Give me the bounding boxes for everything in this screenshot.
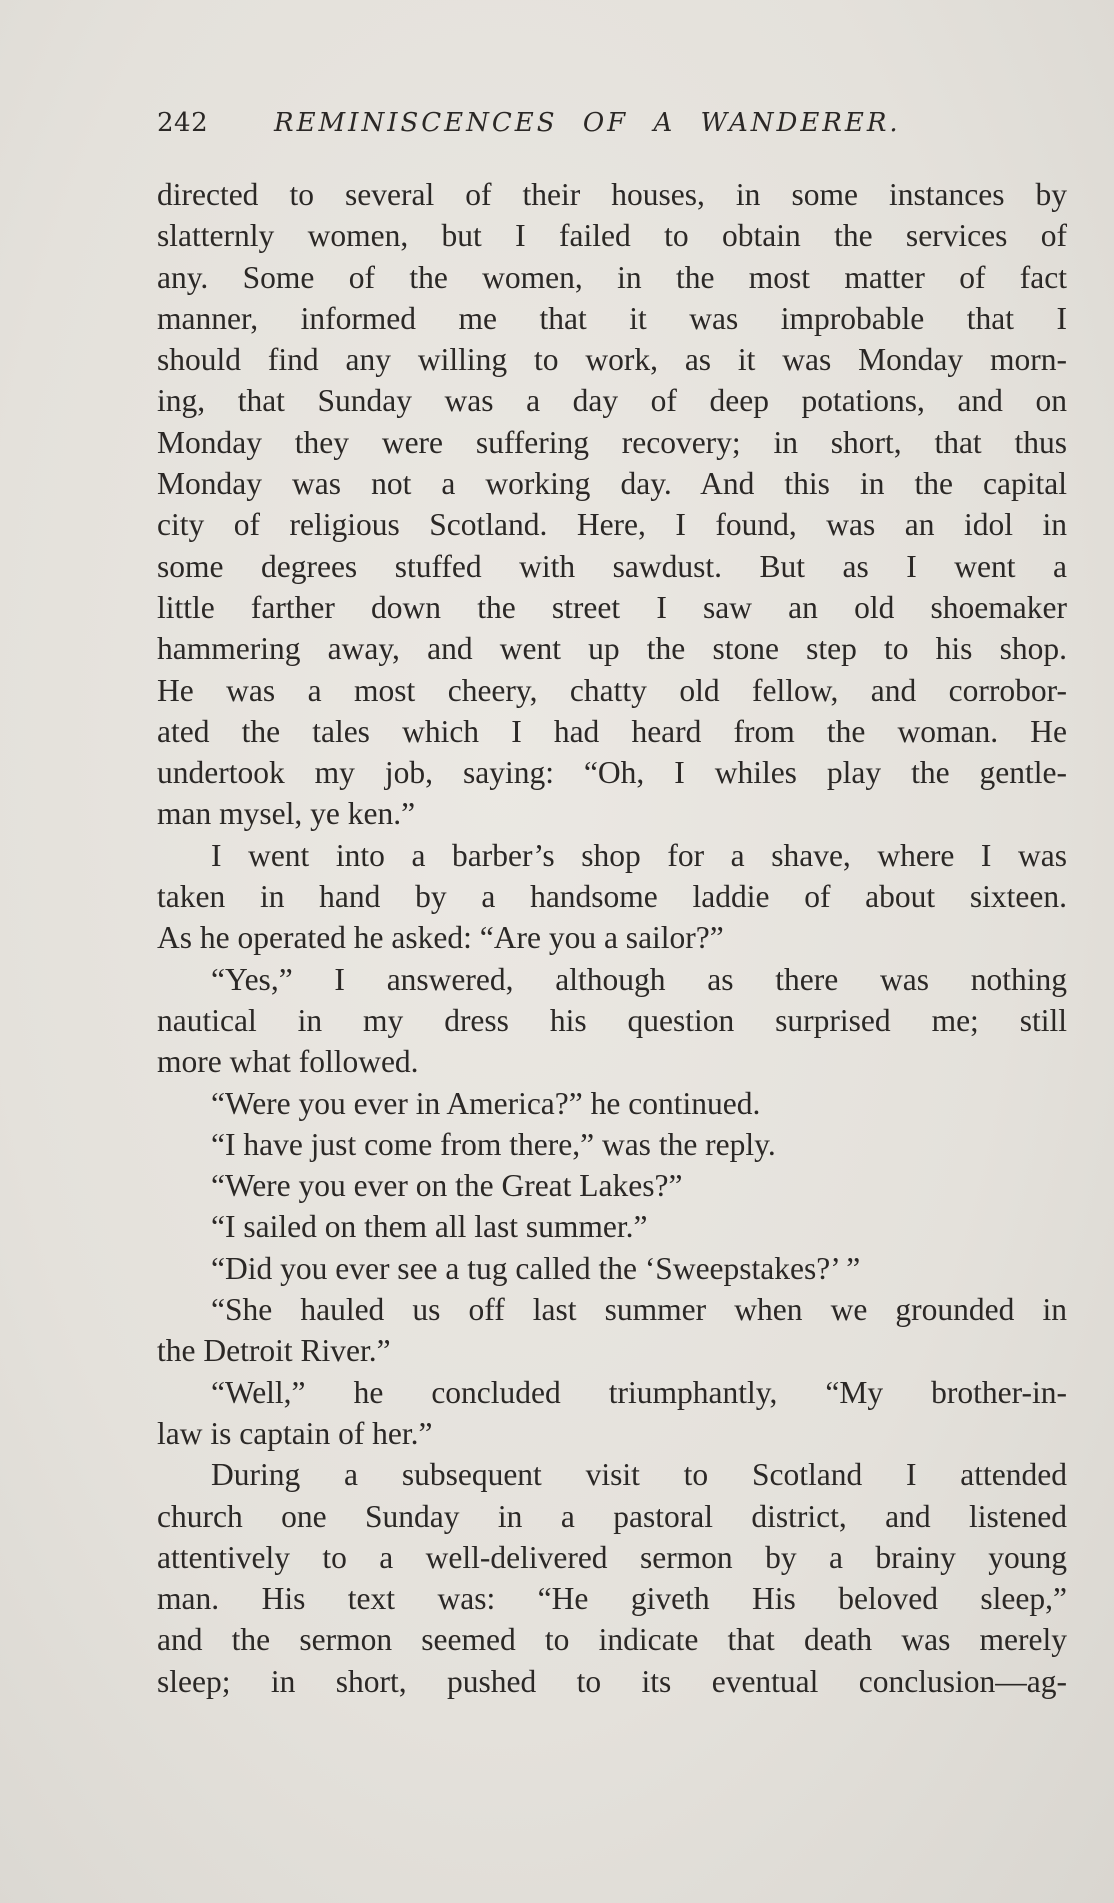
text-line: law is captain of her.” — [157, 1415, 433, 1451]
text-line: manner, informed me that it was improbable that I — [157, 300, 1067, 336]
text-line: I went into a barber’s shop for a shave, where I was — [211, 837, 1067, 873]
text-line: church one Sunday in a pastoral district, and listened — [157, 1498, 1067, 1534]
text-line: nautical in my dress his question surprised me; still — [157, 1002, 1067, 1038]
text-line: man. His text was: “He giveth His beloved sleep,” — [157, 1581, 1067, 1617]
text-line: man mysel, ye ken.” — [157, 796, 416, 832]
page-header — [157, 108, 967, 152]
text-line: and the sermon seemed to indicate that death was merely — [157, 1622, 1067, 1658]
text-line: hammering away, and went up the stone step to his shop. — [157, 631, 1067, 667]
text-line: During a subsequent visit to Scotland I attended — [211, 1457, 1067, 1493]
text-line: “Were you ever on the Great Lakes?” — [211, 1168, 683, 1204]
text-line: Monday was not a working day. And this in the capital — [157, 466, 1067, 502]
text-line: “She hauled us off last summer when we grounded in — [211, 1292, 1067, 1328]
text-line: sleep; in short, pushed to its eventual conclusion—ag- — [157, 1663, 1067, 1699]
text-line: should find any willing to work, as it was Monday morn- — [157, 342, 1067, 378]
text-line: attentively to a well-delivered sermon by a brainy young — [157, 1539, 1067, 1575]
text-line: “Did you ever see a tug called the ‘Sweepstakes?’ ” — [211, 1250, 861, 1286]
text-line: He was a most cheery, chatty old fellow, and corrobor- — [157, 672, 1067, 708]
text-line: “I have just come from there,” was the reply. — [211, 1126, 776, 1162]
text-line: “Yes,” I answered, although as there was nothing — [211, 961, 1067, 997]
text-line: taken in hand by a handsome laddie of about sixteen. — [157, 879, 1067, 915]
text-line: more what followed. — [157, 1044, 419, 1080]
text-line: any. Some of the women, in the most matter of fact — [157, 259, 1067, 295]
text-line: “I sailed on them all last summer.” — [211, 1209, 648, 1245]
text-line: ing, that Sunday was a day of deep potations, and on — [157, 383, 1067, 419]
text-line: ated the tales which I had heard from the woman. He — [157, 713, 1067, 749]
text-line: city of religious Scotland. Here, I found, was an idol in — [157, 507, 1067, 543]
text-line: some degrees stuffed with sawdust. But as I went a — [157, 548, 1067, 584]
text-line: directed to several of their houses, in some instances by — [157, 177, 1067, 212]
text-line: “Were you ever in America?” he continued. — [211, 1085, 761, 1121]
text-line: As he operated he asked: “Are you a sailor?” — [157, 920, 724, 956]
text-line: slatternly women, but I failed to obtain the services of — [157, 218, 1067, 254]
text-line: Monday they were suffering recovery; in short, that thus — [157, 424, 1067, 460]
page-number: 242 — [157, 108, 209, 138]
text-line: the Detroit River.” — [157, 1333, 391, 1369]
text-line: little farther down the street I saw an old shoemaker — [157, 589, 1067, 625]
text-line: undertook my job, saying: “Oh, I whiles play the gentle- — [157, 755, 1067, 791]
body-text — [157, 174, 1067, 1702]
text-line: “Well,” he concluded triumphantly, “My brother-in- — [211, 1374, 1067, 1410]
running-title: REMINISCENCES OF A WANDERER. — [274, 108, 901, 138]
